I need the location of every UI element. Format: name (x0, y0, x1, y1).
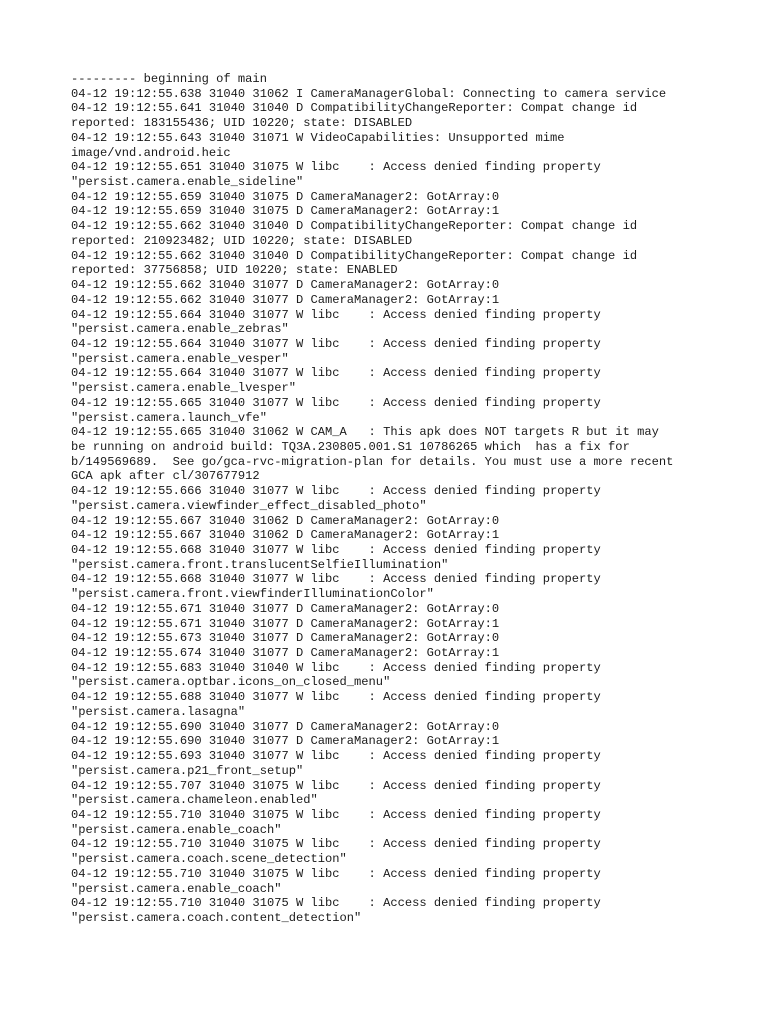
log-text (71, 72, 761, 926)
log-line: 04-12 19:12:55.659 31040 31075 D CameraManager2: GotArray:0 (71, 189, 500, 204)
log-line: 04-12 19:12:55.693 31040 31077 W libc : Access denied finding property (71, 749, 601, 764)
log-line: 04-12 19:12:55.664 31040 31077 W libc : Access denied finding property (71, 366, 601, 381)
log-line: be running on android build: TQ3A.230805.001.S1 10786265 which has a fix for (71, 439, 630, 454)
log-line: "persist.camera.enable_sideline" (71, 175, 304, 190)
log-line: --------- beginning of main (71, 72, 267, 86)
log-line: 04-12 19:12:55.671 31040 31077 D CameraManager2: GotArray:0 (71, 601, 500, 616)
log-line: "persist.camera.front.translucentSelfieIllumination" (71, 557, 449, 572)
log-line: 04-12 19:12:55.664 31040 31077 W libc : Access denied finding property (71, 336, 601, 351)
log-line: 04-12 19:12:55.671 31040 31077 D CameraManager2: GotArray:1 (71, 616, 500, 631)
log-line: 04-12 19:12:55.638 31040 31062 I CameraManagerGlobal: Connecting to camera service (71, 86, 667, 101)
log-line: image/vnd.android.heic (71, 145, 231, 160)
log-line: 04-12 19:12:55.668 31040 31077 W libc : Access denied finding property (71, 543, 601, 557)
log-line: 04-12 19:12:55.667 31040 31062 D CameraManager2: GotArray:0 (71, 513, 500, 528)
log-line: "persist.camera.lasagna" (71, 704, 246, 719)
log-line: 04-12 19:12:55.662 31040 31077 D CameraManager2: GotArray:1 (71, 292, 500, 307)
log-line: "persist.camera.viewfinder_effect_disabled_photo" (71, 498, 427, 513)
log-line: 04-12 19:12:55.673 31040 31077 D CameraManager2: GotArray:0 (71, 631, 500, 646)
log-line: "persist.camera.enable_lvesper" (71, 381, 296, 396)
log-line: "persist.camera.enable_coach" (71, 822, 282, 837)
log-line: b/149569689. See go/gca-rvc-migration-plan for details. You must use a more recent (71, 454, 674, 469)
log-line: 04-12 19:12:55.659 31040 31075 D CameraManager2: GotArray:1 (71, 204, 500, 219)
log-line: 04-12 19:12:55.665 31040 31077 W libc : Access denied finding property (71, 395, 601, 410)
log-line: 04-12 19:12:55.688 31040 31077 W libc : Access denied finding property (71, 690, 601, 705)
log-line: 04-12 19:12:55.662 31040 31040 D CompatibilityChangeReporter: Compat change id (71, 219, 638, 234)
log-line: 04-12 19:12:55.662 31040 31040 D CompatibilityChangeReporter: Compat change id (71, 248, 638, 263)
log-line: "persist.camera.optbar.icons_on_closed_menu" (71, 675, 391, 690)
log-line: "persist.camera.enable_vesper" (71, 351, 289, 366)
log-line: 04-12 19:12:55.664 31040 31077 W libc : Access denied finding property (71, 307, 601, 322)
log-line: 04-12 19:12:55.674 31040 31077 D CameraManager2: GotArray:1 (71, 646, 500, 661)
log-line: "persist.camera.enable_zebras" (71, 322, 289, 337)
log-line: "persist.camera.coach.content_detection" (71, 910, 362, 925)
log-line: 04-12 19:12:55.665 31040 31062 W CAM_A : This apk does NOT targets R but it may (71, 425, 659, 440)
log-line: 04-12 19:12:55.690 31040 31077 D CameraManager2: GotArray:1 (71, 734, 500, 749)
log-line: 04-12 19:12:55.707 31040 31075 W libc : Access denied finding property (71, 778, 601, 793)
log-line: 04-12 19:12:55.710 31040 31075 W libc : Access denied finding property (71, 837, 601, 852)
log-line: 04-12 19:12:55.666 31040 31077 W libc : Access denied finding property (71, 484, 601, 499)
log-line: 04-12 19:12:55.643 31040 31071 W VideoCapabilities: Unsupported mime (71, 130, 565, 145)
log-line: reported: 210923482; UID 10220; state: DISABLED (71, 233, 413, 248)
log-line: 04-12 19:12:55.710 31040 31075 W libc : Access denied finding property (71, 807, 601, 822)
log-line: 04-12 19:12:55.683 31040 31040 W libc : Access denied finding property (71, 660, 601, 675)
log-line: "persist.camera.chameleon.enabled" (71, 793, 318, 808)
log-line: "persist.camera.p21_front_setup" (71, 763, 304, 778)
log-line: GCA apk after cl/307677912 (71, 469, 260, 484)
log-line: 04-12 19:12:55.667 31040 31062 D CameraManager2: GotArray:1 (71, 528, 500, 543)
log-line: "persist.camera.front.viewfinderIlluminationColor" (71, 587, 434, 602)
log-line: 04-12 19:12:55.668 31040 31077 W libc : Access denied finding property (71, 572, 601, 587)
log-line: reported: 183155436; UID 10220; state: DISABLED (71, 116, 413, 131)
log-line: 04-12 19:12:55.690 31040 31077 D CameraManager2: GotArray:0 (71, 719, 500, 734)
log-line: reported: 37756858; UID 10220; state: ENABLED (71, 263, 398, 278)
log-line: 04-12 19:12:55.651 31040 31075 W libc : Access denied finding property (71, 160, 601, 175)
log-line: 04-12 19:12:55.641 31040 31040 D CompatibilityChangeReporter: Compat change id (71, 101, 638, 116)
log-line: "persist.camera.coach.scene_detection" (71, 852, 347, 867)
log-line: "persist.camera.enable_coach" (71, 881, 282, 896)
log-line: "persist.camera.launch_vfe" (71, 410, 267, 425)
log-line: 04-12 19:12:55.662 31040 31077 D CameraManager2: GotArray:0 (71, 278, 500, 293)
log-line: 04-12 19:12:55.710 31040 31075 W libc : Access denied finding property (71, 866, 601, 881)
log-line: 04-12 19:12:55.710 31040 31075 W libc : Access denied finding property (71, 896, 601, 911)
